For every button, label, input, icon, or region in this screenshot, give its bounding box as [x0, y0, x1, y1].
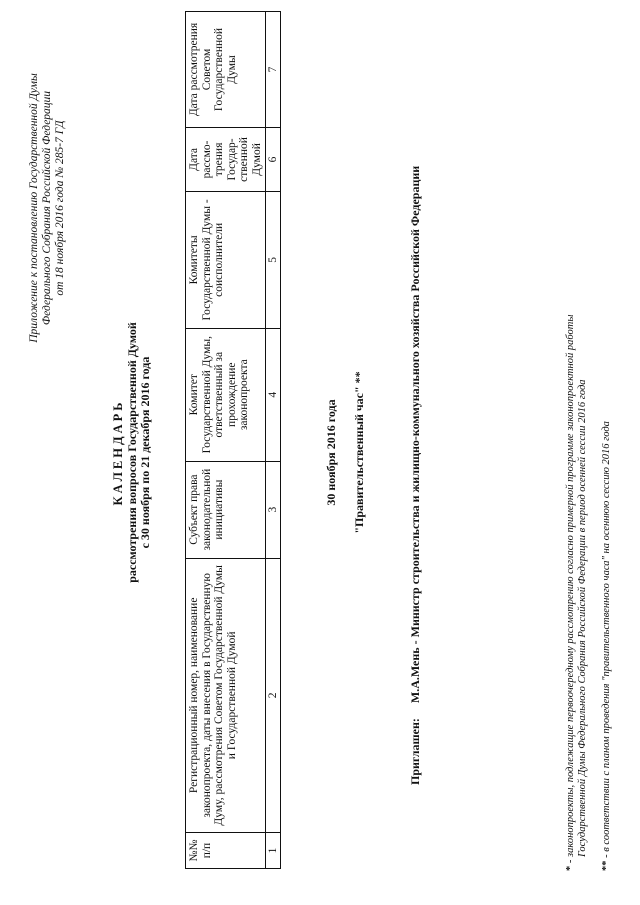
invited-label: Приглашен:: [408, 718, 422, 785]
header-cell: Дата рассмотрения Советом Государственной Думы: [186, 12, 266, 128]
header-cell: Дата рассмо-трения Государ-ственной Думой: [186, 127, 266, 191]
column-number: 4: [266, 328, 281, 461]
footnote-1: [565, 11, 589, 871]
appendix-line-3: от 18 ноября 2016 года № 285-7 ГД: [54, 120, 66, 296]
footnote-1-line-2: Государственной Думы Федерального Собрания Российской Федерации в период осенней сессии 2016 года: [577, 379, 588, 857]
header-cell: №№ п/п: [186, 833, 266, 869]
column-number: 6: [266, 127, 281, 191]
title-line-3: с 30 ноября по 21 декабря 2016 года: [138, 356, 152, 549]
footnote-1-mark: *: [565, 865, 576, 871]
column-number: 5: [266, 191, 281, 328]
header-cell: Субъект права законодательной инициативы: [186, 461, 266, 558]
calendar-table: [185, 11, 281, 869]
footnote-2-text: - в соответствии с планом проведения "правительственного часа" на осеннюю сессию 2016 года: [601, 421, 612, 858]
footnote-2: [601, 11, 613, 871]
title-line-2: рассмотрения вопросов Государственной Думой: [124, 322, 139, 583]
invited-person: М.А.Мень - Министр строительства и жилищно-коммунального хозяйства Российской Федерации: [408, 165, 422, 704]
footnote-2-mark: **: [601, 860, 612, 871]
invited-line: [408, 166, 423, 785]
column-number: 2: [266, 558, 281, 832]
column-number: 3: [266, 461, 281, 558]
title-main: КАЛЕНДАРЬ: [111, 399, 125, 506]
header-cell: Комитет Государственной Думы, ответственный за прохождение законопроекта: [186, 328, 266, 461]
column-number: 1: [266, 833, 281, 869]
government-hour-heading: "Правительственный час" **: [352, 371, 366, 534]
appendix-note: [28, 8, 67, 408]
table-number-row: [266, 12, 281, 869]
header-cell: Регистрационный номер, наименование законопроекта, даты внесения в Государственную Думу, рассмотрения Советом Государственной Думы и Государственной Думой: [186, 558, 266, 832]
appendix-line-2: Федерального Собрания Российской Федерации: [41, 90, 53, 326]
table-header-row: [186, 12, 266, 869]
footnote-1-line-1: - законопроекты, подлежащие первоочередному рассмотрению согласно примерной программе законопроектной работы: [565, 314, 576, 864]
column-number: 7: [266, 12, 281, 128]
appendix-line-1: Приложение к постановлению Государственной Думы: [28, 73, 40, 343]
document-title: [112, 0, 153, 905]
date-heading: 30 ноября 2016 года: [324, 399, 338, 506]
header-cell: Комитеты Государственной Думы - соисполнители: [186, 191, 266, 328]
